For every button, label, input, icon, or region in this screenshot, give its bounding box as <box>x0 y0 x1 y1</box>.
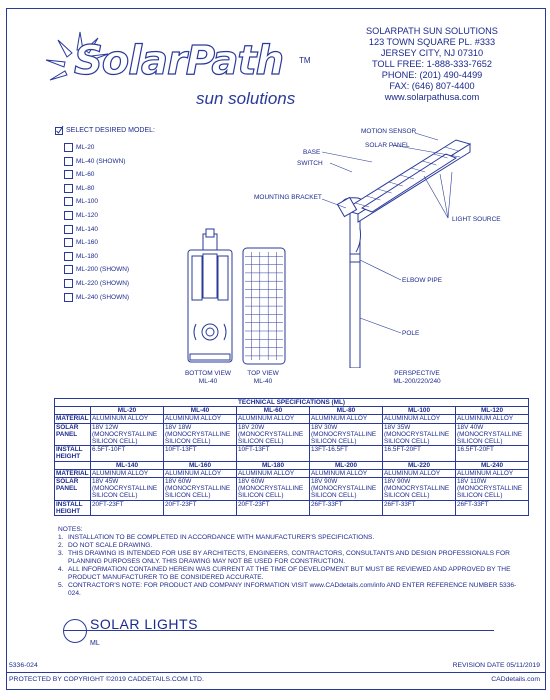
note-item <box>58 550 518 566</box>
solar-panel-line: 18V 40W <box>457 423 484 431</box>
material-cell: ALUMINUM ALLOY <box>91 415 164 423</box>
solar-panel-cell <box>310 423 383 446</box>
install-height-row <box>55 446 529 461</box>
select-model-title: SELECT DESIRED MODEL: <box>66 127 155 134</box>
install-height-cell: 26FT-33FT <box>456 500 529 515</box>
material-cell: ALUMINUM ALLOY <box>310 469 383 477</box>
row-label-material: MATERIAL <box>56 415 89 423</box>
model-header: ML-20 <box>91 407 164 415</box>
install-height-cell: 20FT-23FT <box>237 500 310 515</box>
note-number: 1. <box>58 534 64 541</box>
solar-panel-cell <box>164 423 237 446</box>
solar-panel-line: (MONOCRYSTALLINE <box>165 430 231 438</box>
footer-reference: 5336-024 <box>9 662 38 669</box>
footer-copyright: PROTECTED BY COPYRIGHT ©2019 CADDETAILS.COM LTD. <box>9 676 204 683</box>
solar-panel-line: SILICON CELL) <box>92 492 138 500</box>
solar-panel-cell <box>456 423 529 446</box>
solar-panel-line: 18V 35W <box>384 423 411 431</box>
solar-panel-line: (MONOCRYSTALLINE <box>165 485 231 493</box>
solar-panel-line: (MONOCRYSTALLINE <box>238 430 304 438</box>
callout-solar-panel: SOLAR PANEL <box>365 142 410 149</box>
model-option-label: ML-20 <box>76 144 95 151</box>
model-header: ML-80 <box>310 407 383 415</box>
solar-panel-line: 18V 45W <box>92 478 119 486</box>
company-fax: FAX: (646) 807-4400 <box>389 81 475 91</box>
material-row <box>55 415 529 423</box>
solar-panel-line: (MONOCRYSTALLINE <box>457 430 523 438</box>
solar-panel-line: (MONOCRYSTALLINE <box>311 485 377 493</box>
note-item <box>58 542 518 550</box>
install-height-row <box>55 500 529 515</box>
note-item <box>58 566 518 582</box>
model-option-label: ML-80 <box>76 184 95 192</box>
model-header: ML-140 <box>91 461 164 469</box>
solar-panel-line: 18V 18W <box>165 423 192 431</box>
model-option-label: ML-140 <box>76 225 99 233</box>
callout-mounting-bracket: MOUNTING BRACKET <box>254 194 322 201</box>
solar-panel-row <box>55 423 529 446</box>
solar-panel-cell <box>237 423 310 446</box>
material-cell: ALUMINUM ALLOY <box>456 469 529 477</box>
material-cell: ALUMINUM ALLOY <box>237 469 310 477</box>
install-height-cell: 16.5FT-20FT <box>383 446 456 461</box>
solar-panel-line: SILICON CELL) <box>457 492 503 500</box>
material-cell: ALUMINUM ALLOY <box>310 415 383 423</box>
solar-panel-line: 18V 60W <box>238 478 265 486</box>
company-phone: PHONE: (201) 490-4499 <box>381 70 483 80</box>
callout-base: BASE <box>303 149 321 156</box>
solar-panel-line: SILICON CELL) <box>457 438 503 446</box>
model-header-row <box>55 407 529 415</box>
company-address-line1: 123 TOWN SQUARE PL. #333 <box>368 37 496 47</box>
model-option-label: ML-100 <box>76 198 99 206</box>
note-number: 5. <box>58 582 64 589</box>
callout-motion-sensor: MOTION SENSOR <box>361 128 417 135</box>
perspective-model: ML-200/220/240 <box>393 378 441 385</box>
solar-panel-line: (MONOCRYSTALLINE <box>384 430 450 438</box>
note-number: 2. <box>58 542 64 549</box>
top-view-model: ML-40 <box>253 378 273 385</box>
install-height-cell: 26FT-33FT <box>383 500 456 515</box>
solar-panel-line: SILICON CELL) <box>238 438 284 446</box>
material-cell: ALUMINUM ALLOY <box>164 469 237 477</box>
model-header: ML-120 <box>456 407 529 415</box>
table-corner <box>55 461 91 469</box>
install-height-cell: 16.5FT-20FT <box>456 446 529 461</box>
title-circle <box>63 619 87 643</box>
callout-light-source: LIGHT SOURCE <box>452 216 501 223</box>
install-height-cell: 6.5FT-10FT <box>91 446 164 461</box>
table-title-row <box>55 399 529 407</box>
company-name: SOLARPATH SUN SOLUTIONS <box>366 26 498 36</box>
solar-panel-line: SILICON CELL) <box>92 438 138 446</box>
material-cell: ALUMINUM ALLOY <box>456 415 529 423</box>
model-option-label: ML-60 <box>76 171 95 179</box>
solar-panel-line: SILICON CELL) <box>311 438 357 446</box>
solar-panel-line: (MONOCRYSTALLINE <box>92 485 158 493</box>
model-option-label: ML-240 (SHOWN) <box>76 293 130 301</box>
solar-panel-line: 18V 60W <box>165 478 192 486</box>
notes-title: NOTES: <box>58 526 83 533</box>
material-row <box>55 469 529 477</box>
material-cell: ALUMINUM ALLOY <box>91 469 164 477</box>
row-label-install-height: INSTALL HEIGHT <box>55 500 91 515</box>
install-height-cell: 26FT-33FT <box>310 500 383 515</box>
table-title: TECHNICAL SPECIFICATIONS (ML) <box>55 399 529 407</box>
solar-panel-cell <box>91 423 164 446</box>
callout-switch: SWITCH <box>297 160 323 167</box>
solar-panel-line: 18V 20W <box>238 423 265 431</box>
solar-panel-line: (MONOCRYSTALLINE <box>457 485 523 493</box>
solar-panel-cell <box>383 478 456 501</box>
model-header: ML-200 <box>310 461 383 469</box>
solar-panel-cell <box>237 478 310 501</box>
solar-panel-line: 18V 12W <box>92 423 119 431</box>
solar-panel-line: 18V 30W <box>311 423 338 431</box>
solar-panel-line: (MONOCRYSTALLINE <box>311 430 377 438</box>
top-view-title: TOP VIEW <box>247 370 279 377</box>
footer-rule <box>6 672 546 673</box>
note-text: CONTRACTOR'S NOTE: FOR PRODUCT AND COMPANY INFORMATION VISIT www.CADdetails.com/info AND ENTER REFERENCE NUMBER 5336-024. <box>68 582 517 597</box>
drawing-subtitle: ML <box>90 640 100 647</box>
model-option-label: ML-160 <box>76 239 99 247</box>
row-label-solar-panel: SOLAR PANEL <box>55 478 91 501</box>
install-height-cell: 20FT-23FT <box>91 500 164 515</box>
material-cell: ALUMINUM ALLOY <box>237 415 310 423</box>
material-cell: ALUMINUM ALLOY <box>383 415 456 423</box>
callout-elbow-pipe: ELBOW PIPE <box>402 277 443 284</box>
solar-panel-line: SILICON CELL) <box>165 492 211 500</box>
solar-panel-cell <box>310 478 383 501</box>
solar-panel-cell <box>164 478 237 501</box>
model-header: ML-40 <box>164 407 237 415</box>
company-website[interactable]: www.solarpathusa.com <box>384 92 480 102</box>
install-height-cell: 10FT-13FT <box>164 446 237 461</box>
model-header: ML-100 <box>383 407 456 415</box>
solar-panel-cell <box>91 478 164 501</box>
note-text: THIS DRAWING IS INTENDED FOR USE BY ARCHITECTS, ENGINEERS, CONTRACTORS, CONSULTANTS AND DESIGN PROFESSIONALS FOR PLANNING PURPOSES ONLY. THIS DRAWING MAY NOT BE USED FOR CONSTRUCTION. <box>68 550 510 565</box>
solar-panel-line: (MONOCRYSTALLINE <box>238 485 304 493</box>
solar-panel-line: (MONOCRYSTALLINE <box>92 430 158 438</box>
bottom-view-title: BOTTOM VIEW <box>184 370 232 377</box>
install-height-cell: 13FT-16.5FT <box>310 446 383 461</box>
footer-revision-date: REVISION DATE 05/11/2019 <box>452 662 540 669</box>
logo-tagline: sun solutions <box>196 89 296 108</box>
model-option-label: ML-200 (SHOWN) <box>76 266 130 274</box>
model-option-label: ML-180 <box>76 252 99 260</box>
logo-trademark: TM <box>299 56 311 65</box>
logo-wordmark: SolarPath <box>74 38 284 84</box>
note-text: INSTALLATION TO BE COMPLETED IN ACCORDANCE WITH MANUFACTURER'S SPECIFICATIONS. <box>68 534 375 541</box>
solar-panel-row <box>55 478 529 501</box>
model-option-label: ML-120 <box>76 212 99 219</box>
drawing-title: SOLAR LIGHTS <box>90 616 198 632</box>
notes-section <box>58 526 518 598</box>
note-number: 4. <box>58 566 64 573</box>
note-item <box>58 582 518 598</box>
solar-panel-line: SILICON CELL) <box>384 492 430 500</box>
note-text: ALL INFORMATION CONTAINED HEREIN WAS CURRENT AT THE TIME OF DEVELOPMENT BUT MUST BE REVIEWED AND APPROVED BY THE PRODUCT MANUFACTURER TO BE CONSIDERED ACCURATE. <box>68 566 511 581</box>
solar-panel-line: 18V 90W <box>311 478 338 486</box>
material-cell: ALUMINUM ALLOY <box>164 415 237 423</box>
model-option-label: ML-40 (SHOWN) <box>76 157 126 165</box>
footer-site[interactable]: CADdetails.com <box>491 676 540 683</box>
row-label-material: MATERIAL <box>56 469 89 477</box>
model-option-label: ML-220 (SHOWN) <box>76 280 130 287</box>
solar-panel-line: 18V 110W <box>457 478 487 486</box>
perspective-title: PERSPECTIVE <box>394 370 440 377</box>
bottom-view-model: ML-40 <box>198 378 218 385</box>
solar-panel-line: SILICON CELL) <box>165 438 211 446</box>
model-header-row <box>55 461 529 469</box>
model-header: ML-180 <box>237 461 310 469</box>
row-label-install-height: INSTALL HEIGHT <box>55 446 91 461</box>
model-header: ML-220 <box>383 461 456 469</box>
solar-panel-line: SILICON CELL) <box>384 438 430 446</box>
table-corner <box>55 407 91 415</box>
company-tollfree: TOLL FREE: 1-888-333-7652 <box>371 59 492 69</box>
solar-panel-line: SILICON CELL) <box>238 492 284 500</box>
callout-pole: POLE <box>402 330 420 337</box>
company-address-line2: JERSEY CITY, NJ 07310 <box>380 48 484 58</box>
solar-panel-line: SILICON CELL) <box>311 492 357 500</box>
model-header: ML-60 <box>237 407 310 415</box>
technical-specifications-table <box>54 398 529 516</box>
model-header: ML-160 <box>164 461 237 469</box>
note-item <box>58 534 518 542</box>
install-height-cell: 20FT-23FT <box>164 500 237 515</box>
solar-panel-cell <box>383 423 456 446</box>
note-number: 3. <box>58 550 64 557</box>
row-label-solar-panel: SOLAR PANEL <box>55 423 91 446</box>
note-text: DO NOT SCALE DRAWING. <box>68 542 153 549</box>
solar-panel-line: (MONOCRYSTALLINE <box>384 485 450 493</box>
model-header: ML-240 <box>456 461 529 469</box>
solar-panel-cell <box>456 478 529 501</box>
solar-panel-line: 18V 90W <box>384 478 411 486</box>
material-cell: ALUMINUM ALLOY <box>383 469 456 477</box>
install-height-cell: 10FT-13FT <box>237 446 310 461</box>
